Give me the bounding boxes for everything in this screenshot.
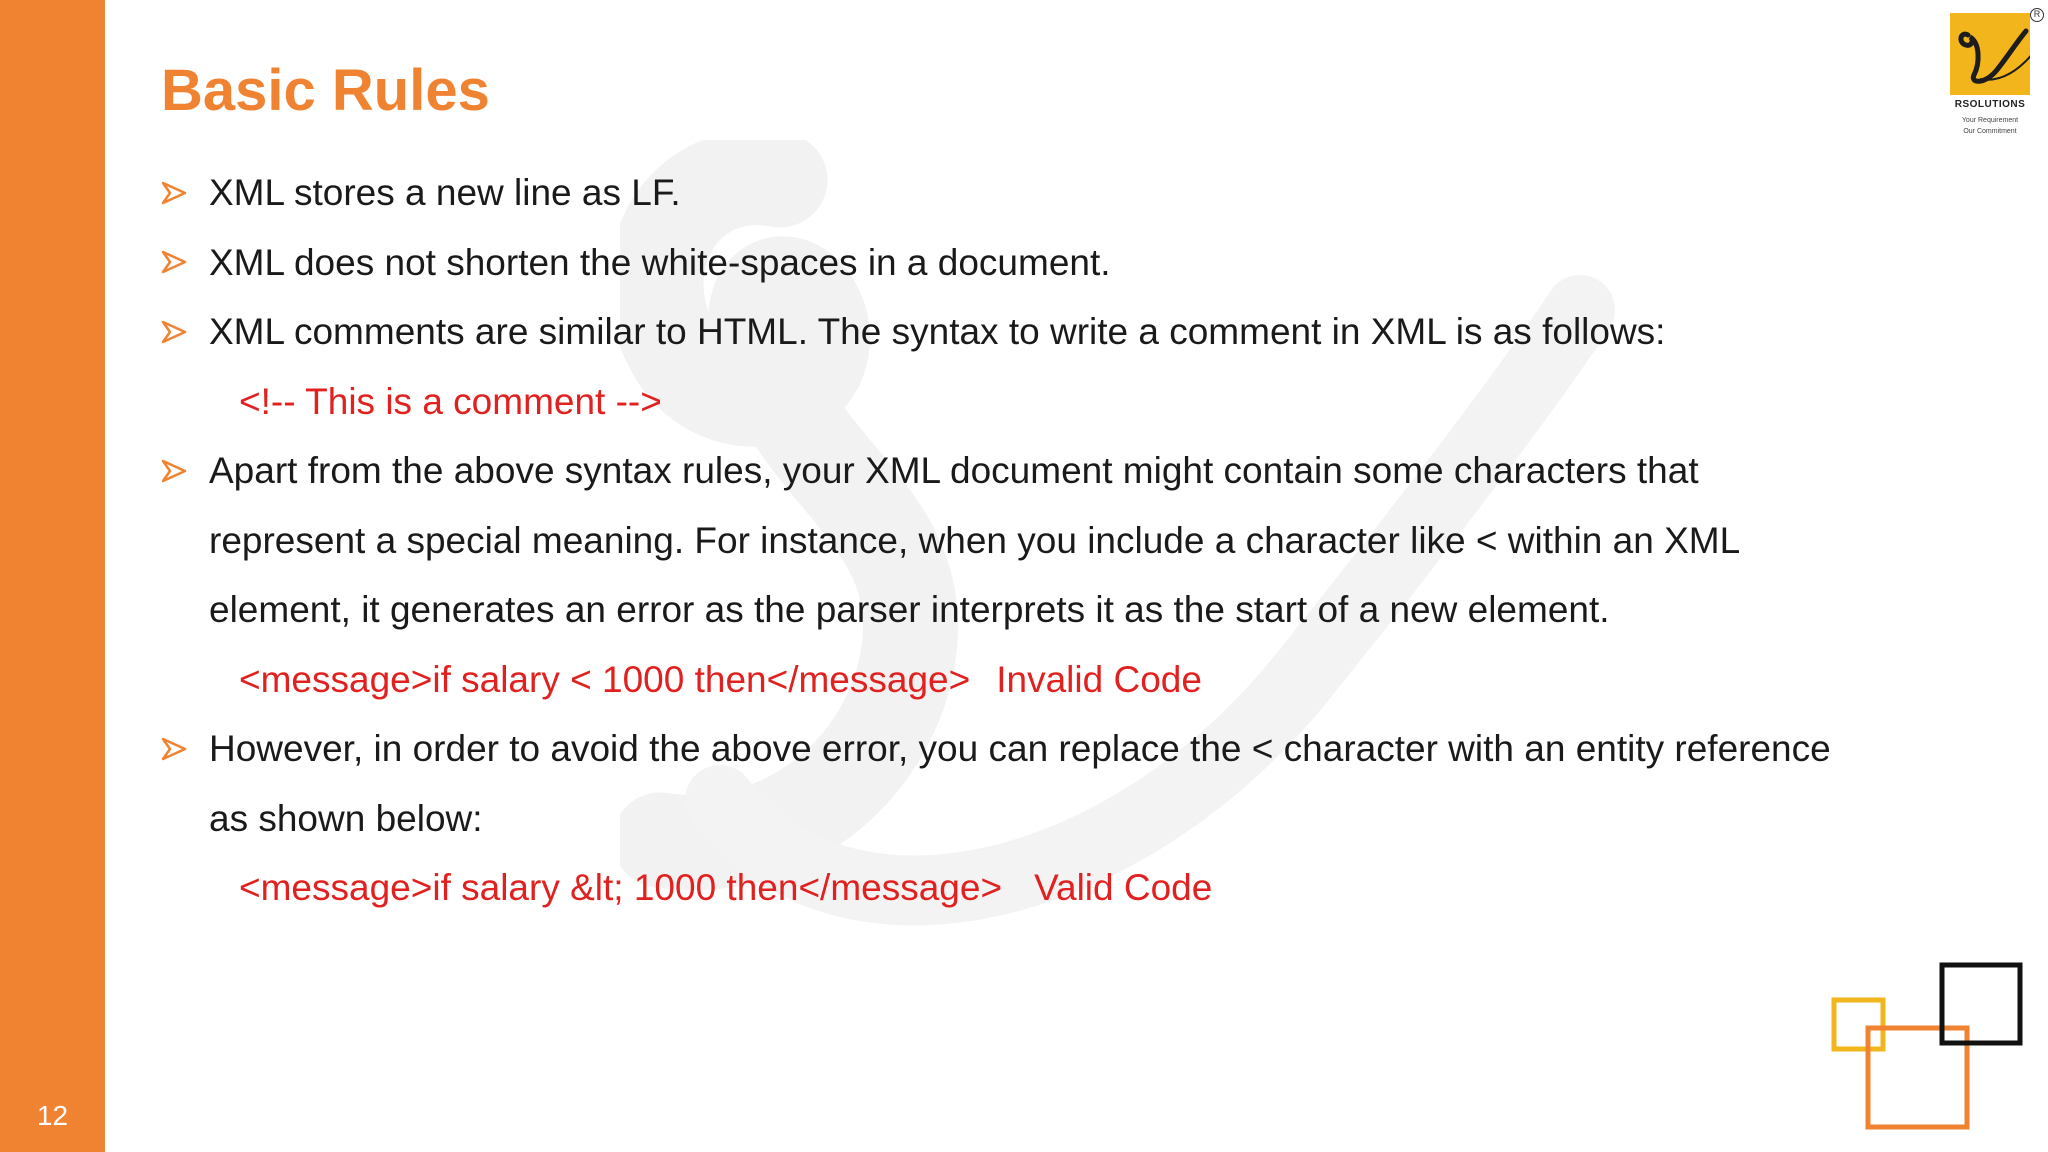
code-comment-example: <!-- This is a comment --> xyxy=(239,380,662,422)
r-script-logo-icon xyxy=(1950,13,2030,95)
slide-content xyxy=(161,158,1951,923)
bullet-continuation xyxy=(161,506,1951,576)
registered-mark: R xyxy=(2030,8,2044,22)
arrow-bullet-icon xyxy=(161,228,191,298)
code-example xyxy=(161,367,1951,437)
code-snippet: <message>if salary &lt; 1000 then</message> xyxy=(239,867,1003,908)
bullet-text: XML comments are similar to HTML. The syntax to write a comment in XML is as follows: xyxy=(209,311,1666,352)
bullet-text: element, it generates an error as the parser interprets it as the start of a new element. xyxy=(209,589,1610,630)
arrow-bullet-icon xyxy=(161,714,191,784)
bullet-item xyxy=(161,714,1951,784)
logo-name: RSOLUTIONS xyxy=(1954,99,2026,110)
bullet-text: represent a special meaning. For instance, when you include a character like < within an XML xyxy=(209,519,1741,561)
code-valid-example xyxy=(239,853,1212,923)
arrow-bullet-icon xyxy=(161,436,191,506)
company-logo xyxy=(1950,8,2042,148)
bullet-text: as shown below: xyxy=(209,797,483,839)
arrow-bullet-icon xyxy=(161,158,191,228)
bullet-continuation xyxy=(161,575,1951,645)
bullet-item xyxy=(161,297,1951,367)
logo-tagline: Your Requirement xyxy=(1961,117,2019,124)
slide-title: Basic Rules xyxy=(161,58,490,123)
overlapping-squares-icon xyxy=(1830,960,2040,1140)
page-number: 12 xyxy=(36,1100,69,1131)
arrow-bullet-icon xyxy=(161,297,191,367)
bullet-item xyxy=(161,158,1951,228)
logo-badge xyxy=(1950,13,2030,95)
code-note: Valid Code xyxy=(1034,867,1213,908)
sidebar-accent-bar xyxy=(0,0,105,1152)
code-example xyxy=(161,645,1951,715)
bullet-item xyxy=(161,228,1951,298)
logo-tagline: Our Commitment xyxy=(1963,128,2017,135)
code-invalid-example xyxy=(239,645,1202,715)
bullet-continuation xyxy=(161,784,1951,854)
code-note: Invalid Code xyxy=(996,658,1202,700)
bullet-text: Apart from the above syntax rules, your XML document might contain some characters that xyxy=(209,450,1699,491)
bullet-text: XML does not shorten the white-spaces in a document. xyxy=(209,241,1111,283)
bullet-text: XML stores a new line as LF. xyxy=(209,172,681,213)
bullet-text: However, in order to avoid the above error, you can replace the < character with an entity reference xyxy=(209,728,1831,769)
bullet-item xyxy=(161,436,1951,506)
code-snippet: <message>if salary < 1000 then</message> xyxy=(239,658,971,700)
code-example xyxy=(161,853,1951,923)
